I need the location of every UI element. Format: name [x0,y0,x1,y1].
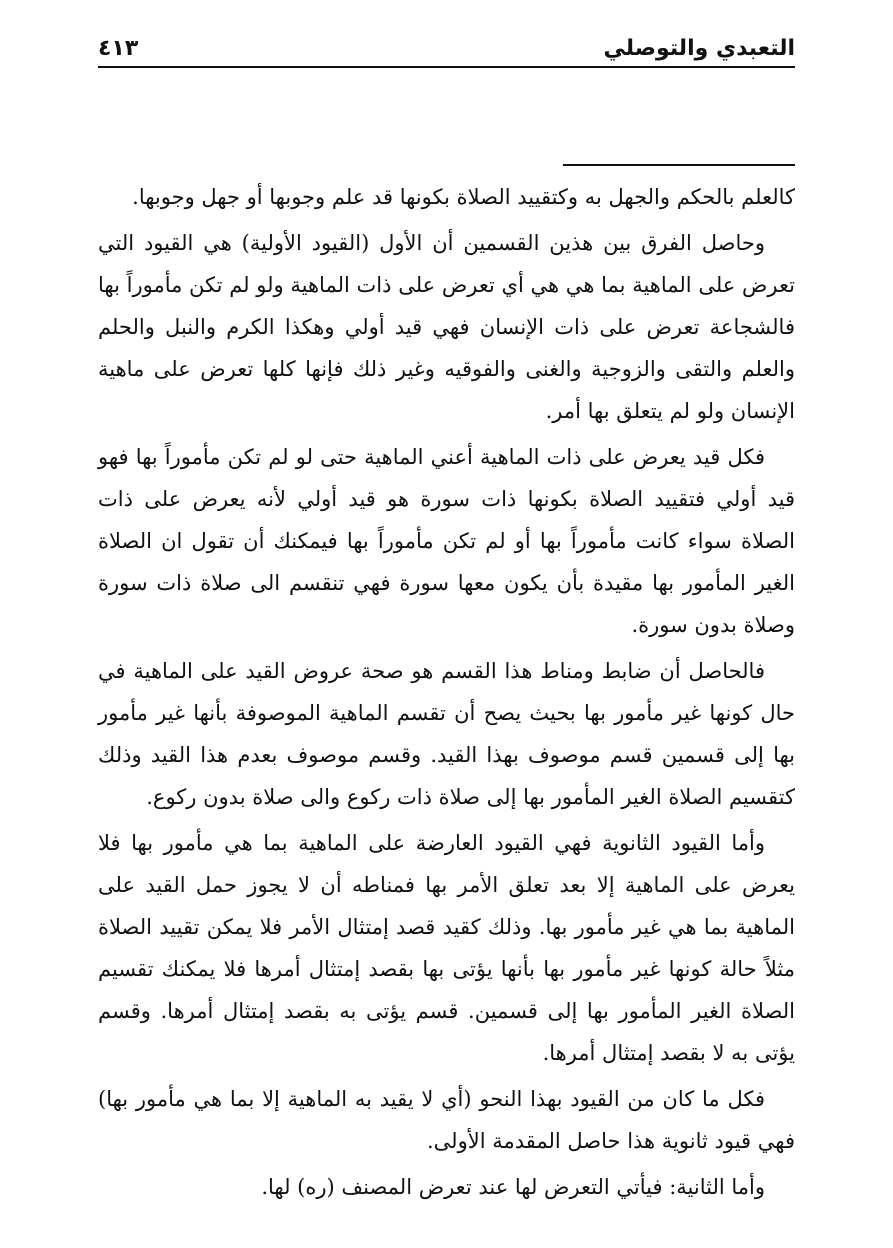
paragraph-primary-constraint: فكل قيد يعرض على ذات الماهية أعني الماهية حتى لو لم تكن مأموراً بها فهو قيد أولي فتقييد الصلاة بكونها ذات سورة هو قيد أولي لأنه يعرض على ذات الصلاة سواء كانت مأموراً بها أو لم تكن مأموراً بها فيمكنك أن تقول ان الصلاة الغير المأمور بها مقيدة بأن يكون معها سورة فهي تنقسم الى صلاة ذات سورة وصلاة بدون سورة. [98,445,795,637]
paragraph-second-premise: وأما الثانية: فيأتي التعرض لها عند تعرض المصنف (ره) لها. [261,1175,765,1199]
page-number: ٤١٣ [98,36,139,61]
footnote-separator-rule [563,164,795,166]
page-body [98,176,795,1212]
header-rule [98,66,795,68]
paragraph-difference-summary: وحاصل الفرق بين هذين القسمين أن الأول (القيود الأولية) هي القيود التي تعرض على الماهية بما هي هي أي تعرض على ذات الماهية ولو لم تكن مأموراً بها فالشجاعة تعرض على ذات الإنسان فهي قيد أولي وهكذا الكرم والنبل والحلم والعلم والتقى والزوجية والغنى والفوقيه وغير ذلك فإنها كلها تعرض على ماهية الإنسان ولو لم يتعلق بها أمر. [98,231,795,423]
paragraph-continuation: كالعلم بالحكم والجهل به وكتقييد الصلاة بكونها قد علم وجوبها أو جهل وجوبها. [132,185,795,209]
paragraph-conclusion: فكل ما كان من القيود بهذا النحو (أي لا يقيد به الماهية إلا بما هي مأمور بها) فهي قيود ثانوية هذا حاصل المقدمة الأولى. [98,1087,795,1153]
running-title: التعبدي والتوصلي [603,36,795,61]
running-header [98,24,795,64]
paragraph-criterion: فالحاصل أن ضابط ومناط هذا القسم هو صحة عروض القيد على الماهية في حال كونها غير مأمور بها بحيث يصح أن تقسم الماهية الموصوفة بأنها غير مأمور بها إلى قسمين قسم موصوف بهذا القيد. وقسم موصوف بعدم هذا القيد وذلك كتقسيم الصلاة الغير المأمور بها إلى صلاة ذات ركوع والى صلاة بدون ركوع. [98,659,795,809]
paragraph-secondary-constraints: وأما القيود الثانوية فهي القيود العارضة على الماهية بما هي مأمور بها فلا يعرض على الماهية إلا بعد تعلق الأمر بها فمناطه أن لا يجوز حمل القيد على الماهية بما هي غير مأمور بها. وذلك كقيد قصد إمتثال الأمر فلا يمكن تقييد الصلاة مثلاً حالة كونها غير مأمور بها بأنها يؤتى بها بقصد إمتثال أمرها فلا يمكنك تقسيم الصلاة الغير المأمور بها إلى قسمين. قسم يؤتى به بقصد إمتثال أمرها. وقسم يؤتى به لا بقصد إمتثال أمرها. [98,831,795,1065]
